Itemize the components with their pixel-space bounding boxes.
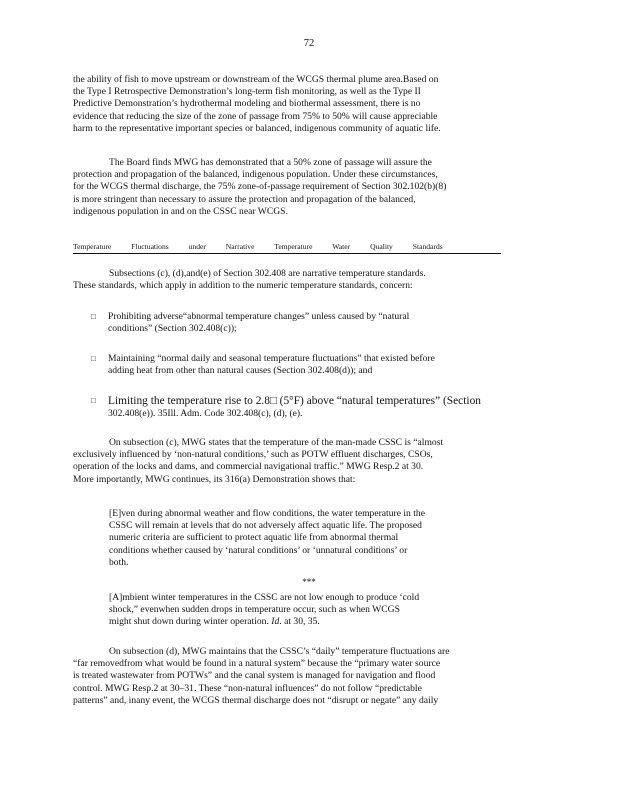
text-line: [A]mbient winter temperatures in the CSSC are not low enough to produce ‘cold xyxy=(109,592,420,603)
ellipsis-stars: *** xyxy=(302,577,316,587)
text-line: CSSC will remain at levels that do not adversely affect aquatic life. The proposed xyxy=(109,520,422,532)
bullet-text xyxy=(108,395,511,420)
text-line: “far removedfrom what would be found in a natural system” because the “primary water source xyxy=(73,658,441,670)
paragraph-subsections-intro xyxy=(73,268,531,292)
citation-id: Id xyxy=(271,616,280,628)
text-line: On subsection (c), MWG states that the temperature of the man-made CSSC is “almost xyxy=(109,437,444,448)
paragraph-subsection-d xyxy=(73,646,531,707)
text-line: shock,” evenwhen sudden drops in temperature occur, such as when WCGS xyxy=(109,604,400,616)
text-line: The Board finds MWG has demonstrated that a 50% zone of passage will assure the xyxy=(109,157,432,168)
text-line: Prohibiting adverse“abnormal temperature changes” unless caused by “natural xyxy=(108,311,410,322)
text-line: 302.408(e)). 35Ill. Adm. Code 302.408(c), (d), (e). xyxy=(108,408,303,419)
text-line: numeric criteria are sufficient to protect aquatic life from abnormal thermal xyxy=(109,532,399,544)
text-line: is more stringent than necessary to assure the protection and propagation of the balanced, xyxy=(73,193,416,205)
text-line: These standards, which apply in addition to the numeric temperature standards, concern: xyxy=(73,280,413,292)
text-line: both. xyxy=(109,556,129,568)
text-line: is treated wastewater from POTWs” and the canal system is managed for navigation and flood xyxy=(73,670,436,682)
text-line: On subsection (d), MWG maintains that the CSSC’s “daily” temperature fluctuations are xyxy=(109,646,450,657)
text-line: Predictive Demonstration’s hydrothermal modeling and biothermal assessment, there is no xyxy=(73,98,421,110)
text-line: Subsections (c), (d),and(e) of Section 302.408 are narrative temperature standards. xyxy=(109,268,426,279)
paragraph-zone-of-passage-evidence xyxy=(73,74,531,135)
bullet-marker: □ xyxy=(91,354,96,363)
bullet-marker: □ xyxy=(91,312,96,321)
text-line: adding heat from other than natural causes (Section 302.408(d)); and xyxy=(108,365,373,377)
text-line xyxy=(109,616,513,628)
text-line: protection and propagation of the balanced, indigenous population. Under these circumstances, xyxy=(73,169,438,181)
text-line: operation of the locks and dams, and commercial navigational traffic.” MWG Resp.2 at 30. xyxy=(73,461,424,473)
block-quote-abnormal-conditions xyxy=(109,508,513,569)
page-number: 72 xyxy=(303,38,315,49)
citation-text: might shut down during winter operation. xyxy=(109,616,269,628)
text-line: Limiting the temperature rise to 2.8□ (5°F) above “natural temperatures” (Section xyxy=(108,395,481,407)
bullet-item-abnormal-changes xyxy=(91,311,511,335)
text-line: for the WCGS thermal discharge, the 75% zone-of-passage requirement of Section 302.102(b)(8) xyxy=(73,181,447,193)
text-line: patterns” and, inany event, the WCGS thermal discharge does not “disrupt or negate” any daily xyxy=(73,694,439,706)
section-heading: Temperature Fluctuations under Narrative Temperature Water Quality Standards xyxy=(73,242,501,254)
text-line: More importantly, MWG continues, its 316(a) Demonstration shows that: xyxy=(73,473,356,485)
paragraph-board-finding xyxy=(73,157,531,218)
bullet-item-normal-fluctuations xyxy=(91,353,511,377)
text-line: exclusively influenced by ‘non-natural conditions,’ such as POTW effluent discharges, CSOs, xyxy=(73,449,433,461)
text-line: conditions” (Section 302.408(c)); xyxy=(108,323,237,335)
text-line: the Type I Retrospective Demonstration’s long-term fish monitoring, as well as the Type II xyxy=(73,86,421,98)
text-line: conditions whether caused by ‘natural conditions’ or ‘unnatural conditions’ or xyxy=(109,544,408,556)
text-line: control. MWG Resp.2 at 30–31. These “non-natural influences” do not follow “predictable xyxy=(73,682,422,694)
bullet-text xyxy=(108,311,511,335)
text-line: evidence that reducing the size of the zone of passage from 75% to 50% will cause appreciable xyxy=(73,110,438,122)
citation-pages: . at 30, 35. xyxy=(279,616,320,628)
text-line: [E]ven during abnormal weather and flow conditions, the water temperature in the xyxy=(109,508,425,519)
text-line: indigenous population in and on the CSSC near WCGS. xyxy=(73,205,288,217)
paragraph-subsection-c xyxy=(73,437,531,486)
block-quote-winter-temperatures xyxy=(109,592,513,629)
text-line: the ability of fish to move upstream or downstream of the WCGS thermal plume area.Based on xyxy=(73,74,439,85)
bullet-text xyxy=(108,353,511,377)
bullet-item-temperature-rise xyxy=(91,395,511,420)
bullet-marker: □ xyxy=(91,396,96,405)
text-line: harm to the representative important species or balanced, indigenous community of aquatic life. xyxy=(73,122,441,134)
text-line: Maintaining “normal daily and seasonal temperature fluctuations” that existed before xyxy=(108,353,435,364)
